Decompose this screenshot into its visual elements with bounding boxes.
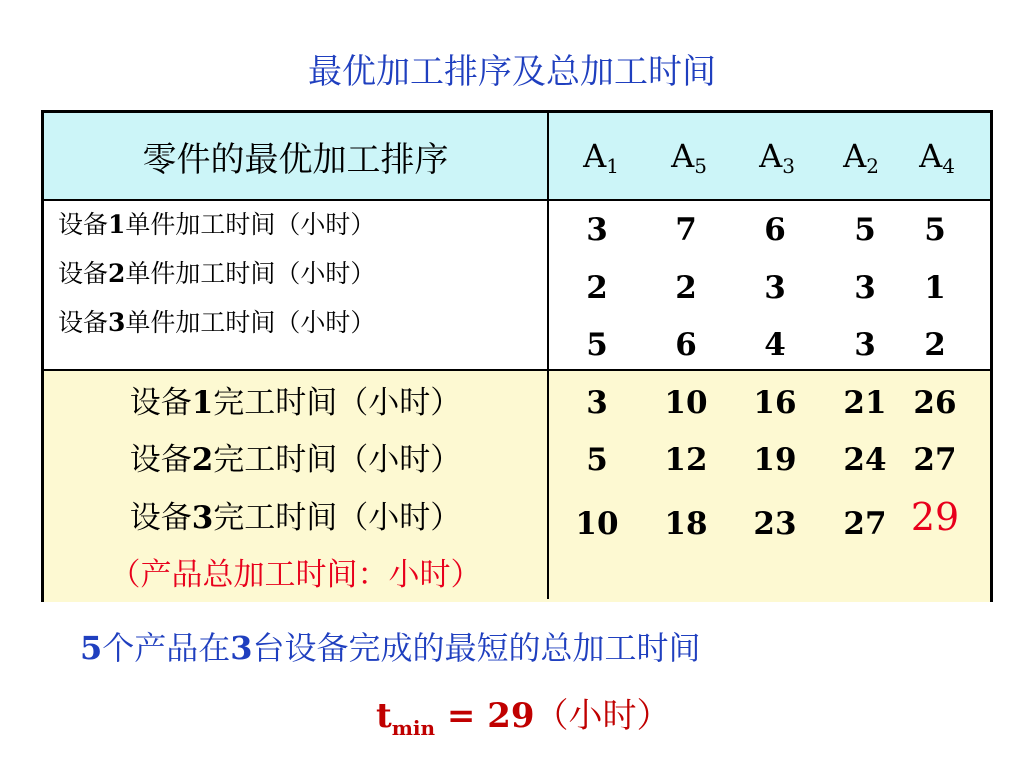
completion-time-cell: 24 <box>843 442 887 478</box>
processing-time-cell: 6 <box>764 212 786 248</box>
processing-time-cell: 3 <box>586 212 608 248</box>
sequence-header-label: 零件的最优加工排序 <box>142 139 449 180</box>
processing-label: 设备1单件加工时间（小时） <box>58 210 376 239</box>
processing-time-cell: 5 <box>854 212 876 248</box>
completion-time-cell: 5 <box>586 442 608 478</box>
total-time-value: 29 <box>910 495 960 539</box>
processing-label: 设备3单件加工时间（小时） <box>58 308 376 337</box>
completion-time-cell: 12 <box>664 442 708 478</box>
completion-time-cell: 16 <box>753 385 797 421</box>
completion-time-cell: 10 <box>664 385 708 421</box>
sequence-item: $A_4$ <box>919 137 955 178</box>
sequence-item: $A_3$ <box>759 137 795 178</box>
completion-label: 设备2完工时间（小时） <box>129 442 462 478</box>
processing-time-cell: 1 <box>924 270 946 306</box>
total-time-label: （产品总加工时间：小时） <box>109 557 482 593</box>
processing-time-cell: 5 <box>924 212 946 248</box>
completion-time-cell: 27 <box>913 442 957 478</box>
sequence-item: $A_1$ <box>583 137 619 178</box>
processing-time-cell: 4 <box>764 327 786 363</box>
summary-text: 5个产品在3台设备完成的最短的总加工时间 <box>80 629 701 667</box>
completion-time-cell: 26 <box>913 385 957 421</box>
processing-time-cell: 2 <box>924 327 946 363</box>
slide-title: 最优加工排序及总加工时间 <box>308 52 716 92</box>
completion-label: 设备1完工时间（小时） <box>129 385 462 421</box>
row-divider <box>44 199 990 201</box>
completion-label: 设备3完工时间（小时） <box>129 500 462 536</box>
completion-time-cell: 27 <box>843 506 887 542</box>
processing-time-cell: 3 <box>854 327 876 363</box>
completion-time-cell: 3 <box>586 385 608 421</box>
row-divider <box>44 369 990 371</box>
processing-time-cell: 7 <box>675 212 697 248</box>
completion-time-cell: 18 <box>664 506 708 542</box>
processing-time-cell: 3 <box>764 270 786 306</box>
completion-time-cell: 10 <box>575 506 619 542</box>
processing-time-cell: 2 <box>586 270 608 306</box>
processing-time-cell: 2 <box>675 270 697 306</box>
sequence-item: $A_5$ <box>671 137 707 178</box>
processing-time-cell: 3 <box>854 270 876 306</box>
completion-time-cell: 23 <box>753 506 797 542</box>
sequence-table <box>41 110 993 602</box>
optimal-sequence <box>549 113 990 199</box>
processing-label: 设备2单件加工时间（小时） <box>58 259 376 288</box>
processing-time-cell: 6 <box>675 327 697 363</box>
min-total-time: $t_{min} = 29$（小时） <box>376 696 671 740</box>
completion-time-cell: 19 <box>753 442 797 478</box>
completion-time-cell: 21 <box>843 385 887 421</box>
processing-time-cell: 5 <box>586 327 608 363</box>
sequence-item: $A_2$ <box>843 137 879 178</box>
